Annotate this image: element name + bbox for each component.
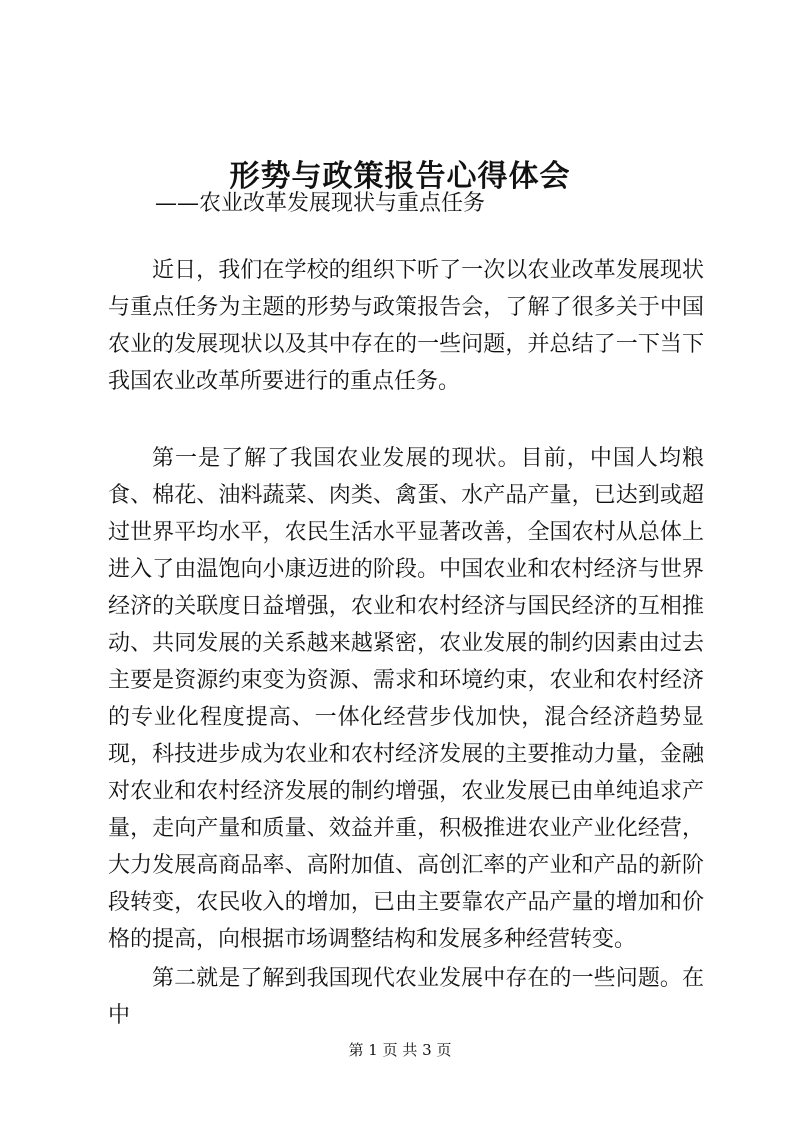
paragraph-introduction: 近日，我们在学校的组织下听了一次以农业改革发展现状与重点任务为主题的形势与政策报告会，了解了很多关于中国农业的发展现状以及其中存在的一些问题，并总结了一下当下我国农业改革所要进行的重点任务。 (108, 258, 704, 394)
document-title: 形势与政策报告心得体会 (229, 159, 571, 195)
page-footer: 第 1 页 共 3 页 (348, 1041, 452, 1059)
paragraph-problems-start: 第二就是了解到我国现代农业发展中存在的一些问题。在中 (108, 966, 704, 1028)
document-subtitle: ——农业改革发展现状与重点任务 (155, 191, 486, 216)
paragraph-agriculture-status: 第一是了解了我国农业发展的现状。目前，中国人均粮食、棉花、油料蔬菜、肉类、禽蛋、水产品产量，已达到或超过世界平均水平，农民生活水平显著改善，全国农村从总体上进入了由温饱向小康迈进的阶段。中国农业和农村经济与世界经济的关联度日益增强，农业和农村经济与国民经济的互相推动、共同发展的关系越来越紧密，农业发展的制约因素由过去主要是资源约束变为资源、需求和环境约束，农业和农村经济的专业化程度提高、一体化经营步伐加快，混合经济趋势显现，科技进步成为农业和农村经济发展的主要推动力量，金融对农业和农村经济发展的制约增强，农业发展已由单纯追求产量，走向产量和质量、效益并重，积极推进农业产业化经营，大力发展高商品率、高附加值、高创汇率的产业和产品的新阶段转变，农民收入的增加，已由主要靠农产品产量的增加和价格的提高，向根据市场调整结构和发展多种经营转变。 (108, 446, 704, 952)
